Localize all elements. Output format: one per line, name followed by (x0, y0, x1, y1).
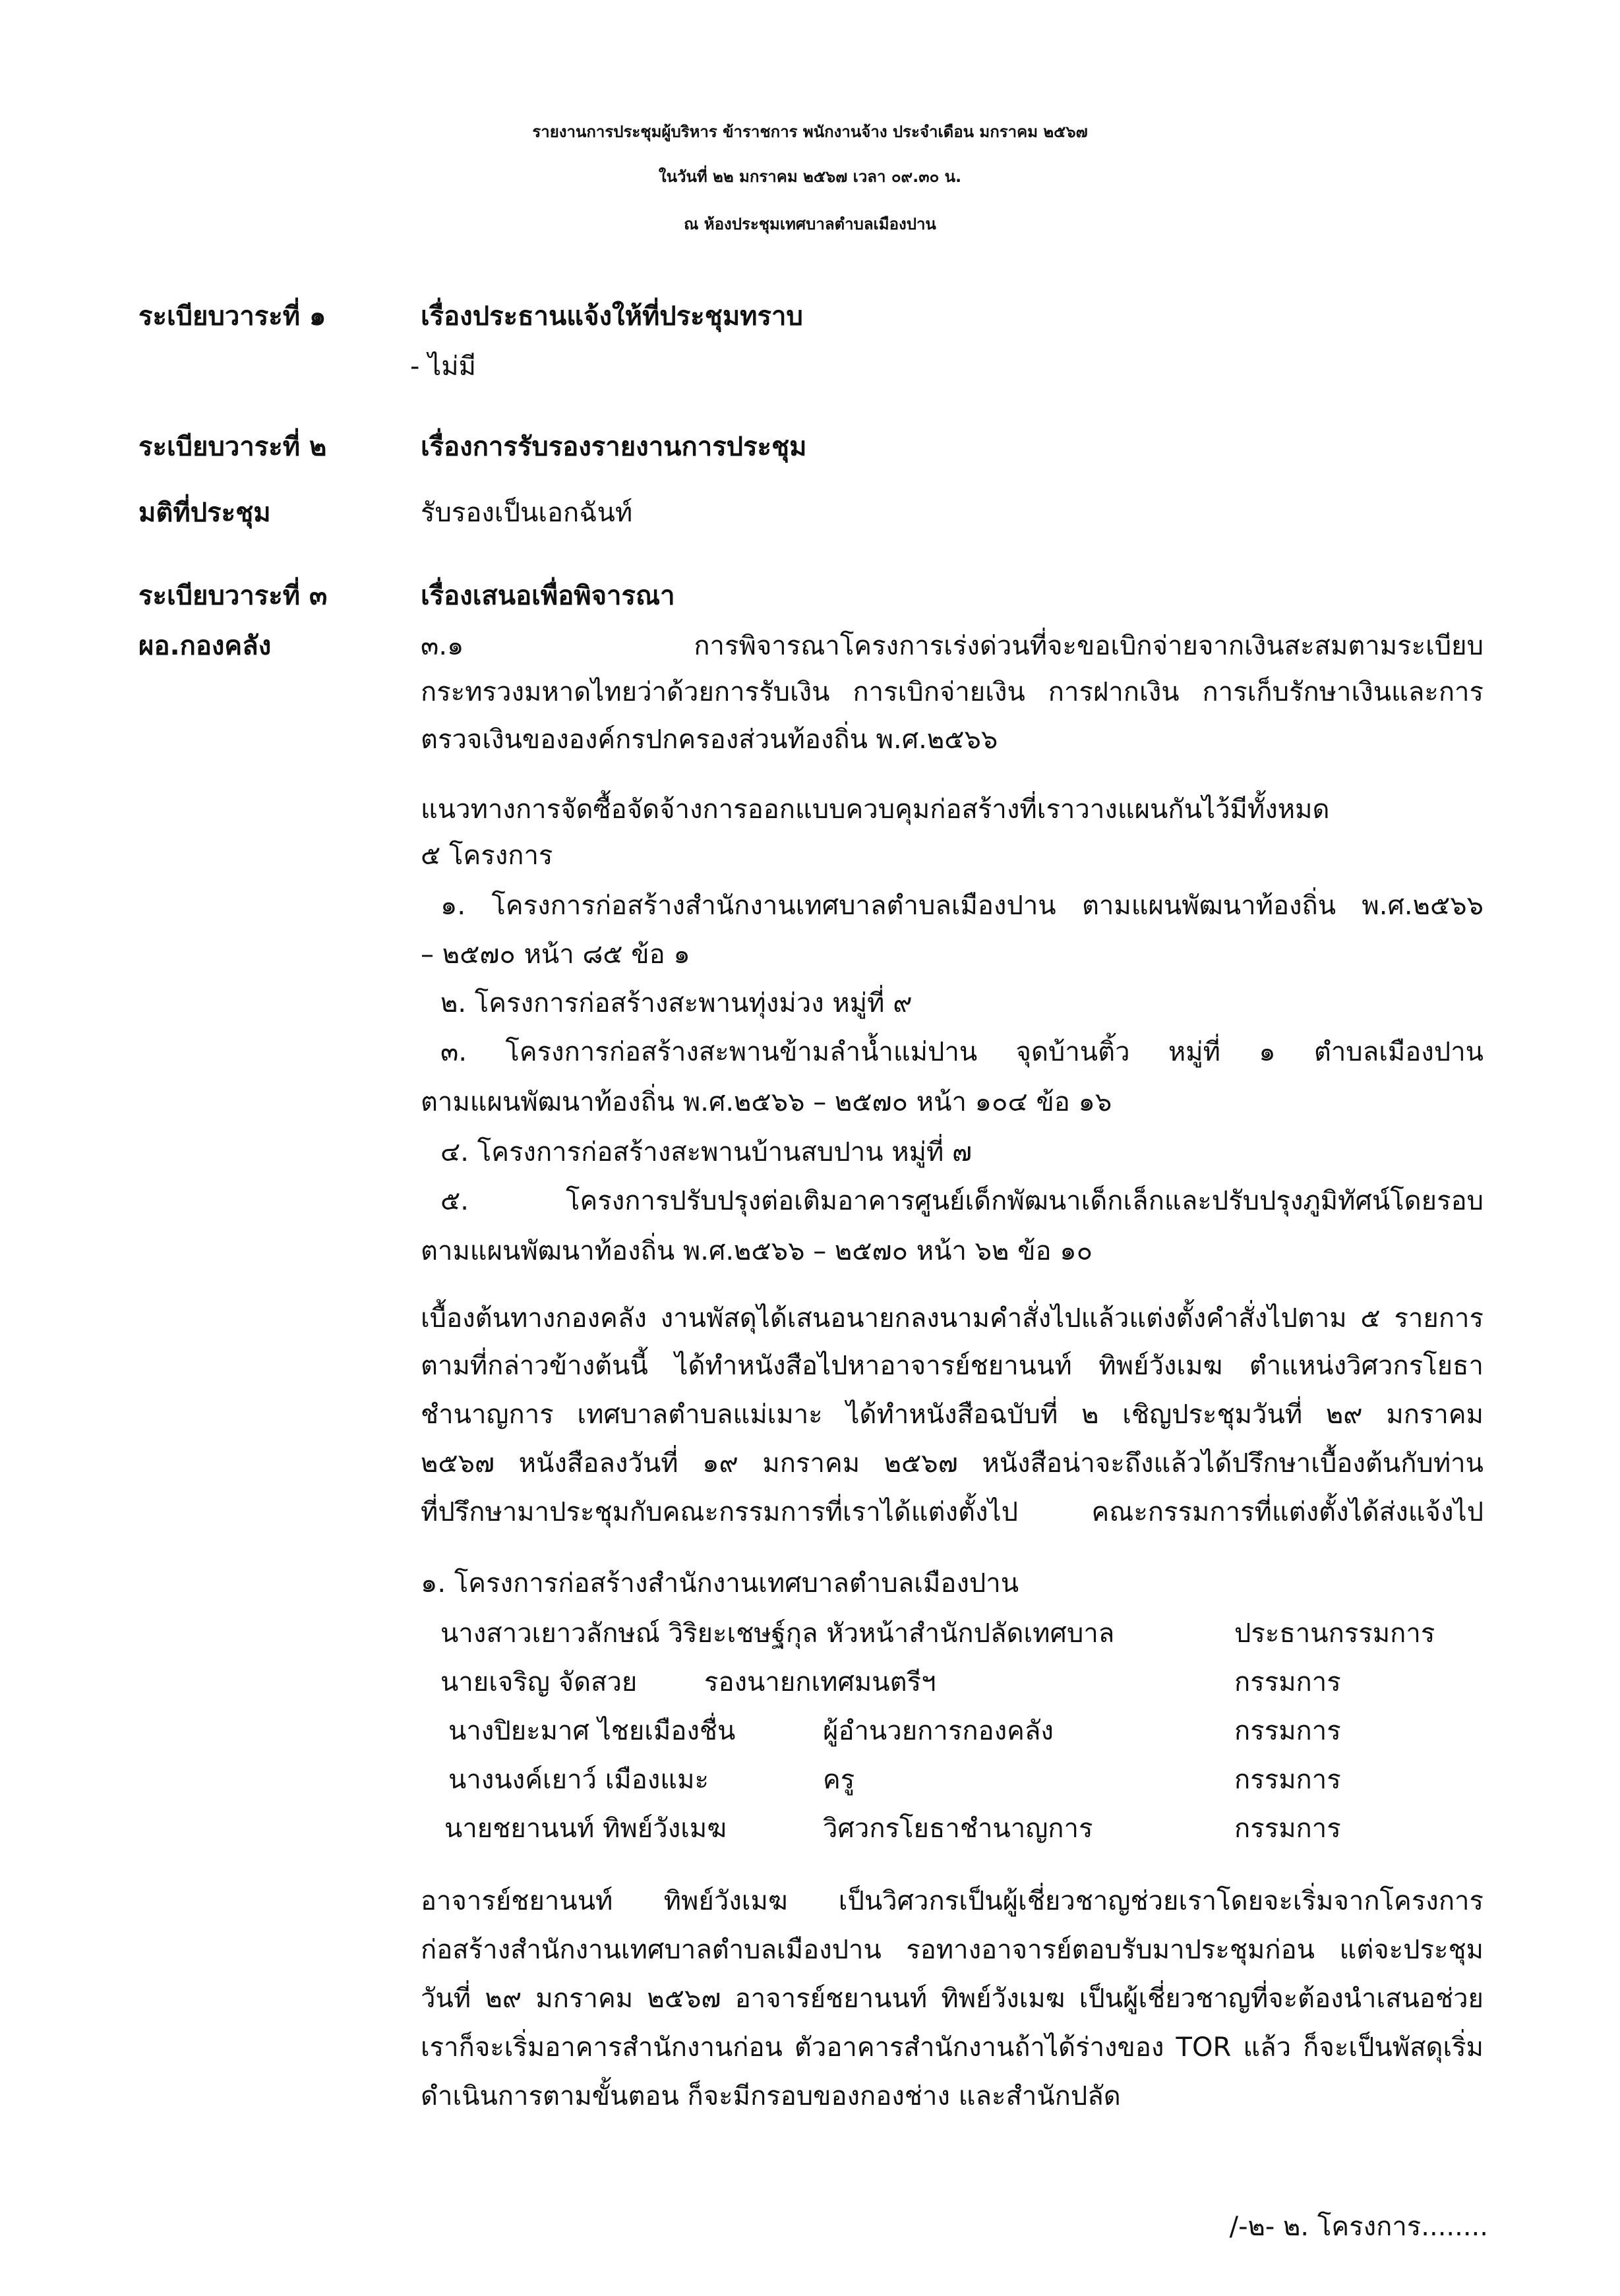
committee-member-position: ครู (823, 1765, 855, 1795)
intro-line: แนวทางการจัดซื้อจัดจ้างการออกแบบควบคุมก่อสร้างที่เราวางแผนกันไว้มีทั้งหมด (421, 794, 1330, 825)
committee-member-role: กรรมการ (1234, 1667, 1341, 1697)
committee-member-role: ประธานกรรมการ (1234, 1618, 1435, 1649)
committee-member-position: รองนายกเทศมนตรีฯ (704, 1667, 936, 1697)
paragraph-line: ดำเนินการตามขั้นตอน ก็จะมีกรอบของกองช่าง และสำนักปลัด (421, 2081, 1121, 2111)
committee-member-role: กรรมการ (1234, 1716, 1341, 1746)
paragraph-line: ๒๕๖๗ หนังสือลงวันที่ ๑๙ มกราคม ๒๕๖๗ หนังสือน่าจะถึงแล้วได้ปรึกษาเบื้องต้นกับท่าน (421, 1448, 1484, 1479)
committee-member-name: นางปิยะมาศ ไชยเมืองชื่น (448, 1716, 736, 1746)
resolution-text: รับรองเป็นเอกฉันท์ (421, 498, 633, 528)
agenda-3-label: ระเบียบวาระที่ ๓ (138, 581, 328, 611)
report-title: รายงานการประชุมผู้บริหาร ข้าราชการ พนักงานจ้าง ประจำเดือน มกราคม ๒๕๖๗ (532, 123, 1088, 141)
agenda-3-topic: เรื่องเสนอเพื่อพิจารณา (421, 581, 675, 611)
project-item: ๕. โครงการปรับปรุงต่อเติมอาคารศูนย์เด็กพัฒนาเด็กเล็กและปรับปรุงภูมิทัศน์โดยรอบ (440, 1186, 1484, 1216)
paragraph-line: ตามที่กล่าวข้างต้นนี้ ได้ทำหนังสือไปหาอาจารย์ชยานนท์ ทิพย์วังเมฆ ตำแหน่งวิศวกรโยธา (421, 1351, 1484, 1381)
paragraph-line: วันที่ ๒๙ มกราคม ๒๕๖๗ อาจารย์ชยานนท์ ทิพย์วังเมฆ เป็นผู้เชี่ยวชาญที่จะต้องนำเสนอช่วย (421, 1984, 1484, 2014)
meeting-date: ในวันที่ ๒๒ มกราคม ๒๕๖๗ เวลา ๐๙.๓๐ น. (658, 167, 962, 186)
project-item-cont: ตามแผนพัฒนาท้องถิ่น พ.ศ.๒๕๖๖ – ๒๕๗๐ หน้า ๖๒ ข้อ ๑๐ (421, 1236, 1093, 1266)
resolution-label: มติที่ประชุม (138, 498, 271, 528)
item-3-1-line: ตรวจเงินขององค์กรปกครองส่วนท้องถิ่น พ.ศ.๒๕๖๖ (421, 724, 998, 755)
committee-member-name: นายชยานนท์ ทิพย์วังเมฆ (444, 1813, 727, 1844)
paragraph-line: เบื้องต้นทางกองคลัง งานพัสดุได้เสนอนายกลงนามคำสั่งไปแล้วแต่งตั้งคำสั่งไปตาม ๕ รายการ (421, 1303, 1484, 1334)
paragraph-line: อาจารย์ชยานนท์ ทิพย์วังเมฆ เป็นวิศวกรเป็นผู้เชี่ยวชาญช่วยเราโดยจะเริ่มจากโครงการ (421, 1886, 1484, 1916)
intro-line: ๕ โครงการ (421, 840, 553, 871)
committee-member-position: ผู้อำนวยการกองคลัง (823, 1716, 1054, 1746)
project-item-cont: ตามแผนพัฒนาท้องถิ่น พ.ศ.๒๕๖๖ – ๒๕๗๐ หน้า ๑๐๔ ข้อ ๑๖ (421, 1087, 1112, 1117)
paragraph-line: ชำนาญการ เทศบาลตำบลแม่เมาะ ได้ทำหนังสือฉบับที่ ๒ เชิญประชุมวันที่ ๒๙ มกราคม (421, 1399, 1484, 1430)
speaker-label: ผอ.กองคลัง (138, 631, 272, 661)
paragraph-line: ที่ปรึกษามาประชุมกับคณะกรรมการที่เราได้แต่งตั้งไป คณะกรรมการที่แต่งตั้งได้ส่งแจ้งไป (421, 1497, 1484, 1527)
agenda-2-topic: เรื่องการรับรองรายงานการประชุม (421, 432, 807, 462)
committee-member-name: นางสาวเยาวลักษณ์ วิริยะเชษฐ์กุล หัวหน้าสำนักปลัดเทศบาล (440, 1618, 1115, 1649)
project-item: ๒. โครงการก่อสร้างสะพานทุ่งม่วง หมู่ที่ ๙ (440, 988, 913, 1018)
committee-member-position: วิศวกรโยธาชำนาญการ (823, 1813, 1093, 1844)
committee-title: ๑. โครงการก่อสร้างสำนักงานเทศบาลตำบลเมืองปาน (421, 1568, 1019, 1599)
project-item: ๔. โครงการก่อสร้างสะพานบ้านสบปาน หมู่ที่ ๗ (440, 1137, 973, 1167)
paragraph-line: ก่อสร้างสำนักงานเทศบาลตำบลเมืองปาน รอทางอาจารย์ตอบรับมาประชุมก่อน แต่จะประชุม (421, 1935, 1484, 1965)
agenda-1-note: - ไม่มี (410, 351, 476, 382)
committee-member-name: นางนงค์เยาว์ เมืองแมะ (448, 1765, 709, 1795)
committee-member-name: นายเจริญ จัดสวย (440, 1667, 638, 1697)
paragraph-line: เราก็จะเริ่มอาคารสำนักงานก่อน ตัวอาคารสำนักงานถ้าได้ร่างของ TOR แล้ว ก็จะเป็นพัสดุเริ่ม (421, 2032, 1484, 2063)
project-item-cont: – ๒๕๗๐ หน้า ๘๕ ข้อ ๑ (421, 939, 690, 970)
project-item: ๑. โครงการก่อสร้างสำนักงานเทศบาลตำบลเมืองปาน ตามแผนพัฒนาท้องถิ่น พ.ศ.๒๕๖๖ (440, 891, 1484, 921)
agenda-2-label: ระเบียบวาระที่ ๒ (138, 432, 327, 462)
committee-member-role: กรรมการ (1234, 1813, 1341, 1844)
page-continuation: /-๒- ๒. โครงการ........ (1229, 2212, 1488, 2242)
item-3-1-line: กระทรวงมหาดไทยว่าด้วยการรับเงิน การเบิกจ่ายเงิน การฝากเงิน การเก็บรักษาเงินและการ (421, 677, 1484, 707)
meeting-venue: ณ ห้องประชุมเทศบาลตำบลเมืองปาน (684, 215, 936, 233)
agenda-1-topic: เรื่องประธานแจ้งให้ที่ประชุมทราบ (421, 301, 803, 332)
project-item: ๓. โครงการก่อสร้างสะพานข้ามลำน้ำแม่ปาน จุดบ้านติ้ว หมู่ที่ ๑ ตำบลเมืองปาน (440, 1037, 1484, 1067)
item-3-1-line: ๓.๑ การพิจารณาโครงการเร่งด่วนที่จะขอเบิกจ่ายจากเงินสะสมตามระเบียบ (421, 631, 1484, 661)
agenda-1-label: ระเบียบวาระที่ ๑ (138, 301, 326, 332)
committee-member-role: กรรมการ (1234, 1765, 1341, 1795)
